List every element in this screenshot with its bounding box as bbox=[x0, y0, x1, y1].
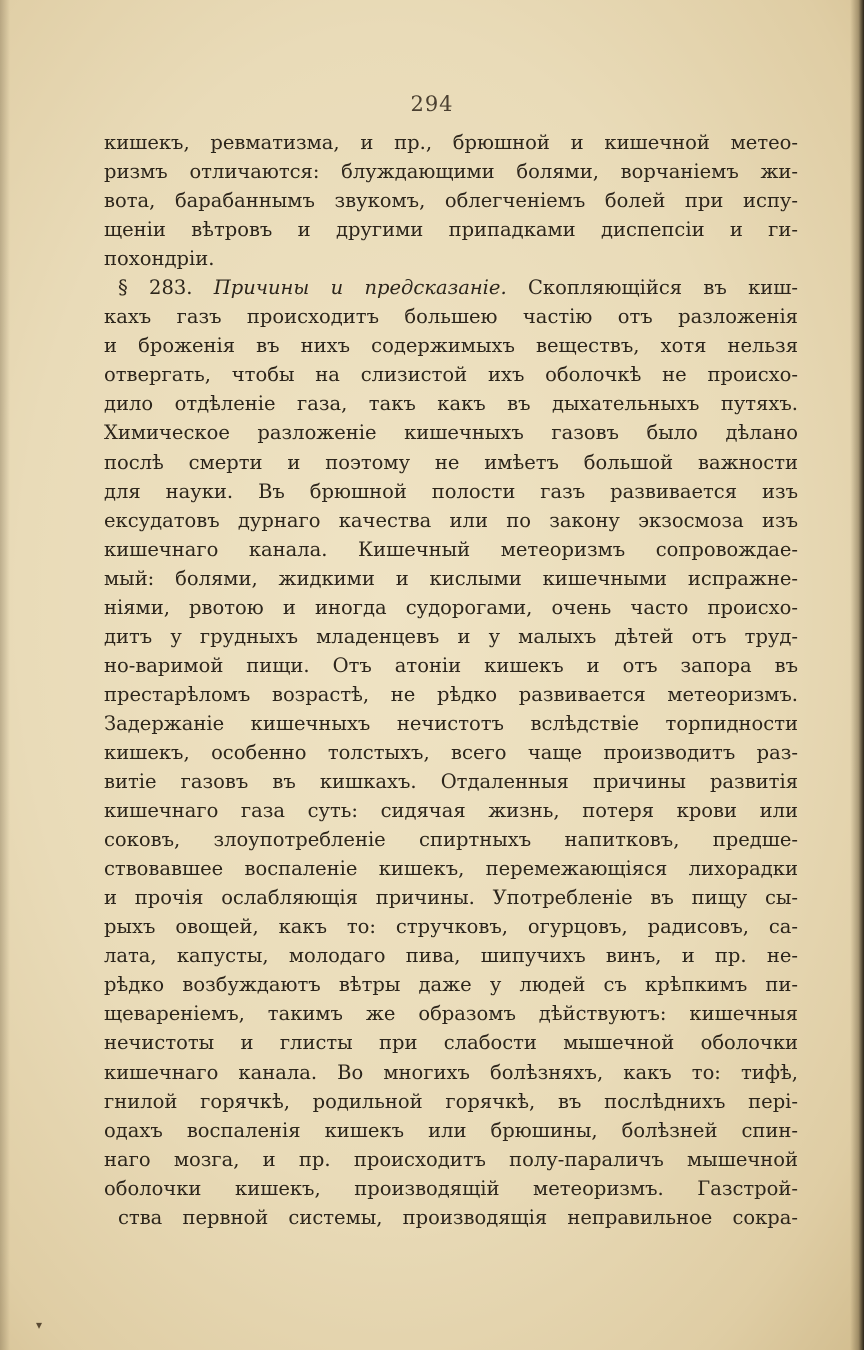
text-line: престарѣломъ возрастѣ, не рѣдко развивается метеоризмъ. bbox=[104, 682, 798, 706]
text-line: оболочки кишекъ, производящій метеоризмъ. Газстрой- bbox=[104, 1176, 798, 1200]
text-line: и броженія въ нихъ содержимыхъ веществъ, хотя нельзя bbox=[104, 334, 798, 358]
text-line: ризмъ отличаются: блуждающими болями, ворчаніемъ жи- bbox=[104, 160, 798, 184]
text-line: щевареніемъ, такимъ же образомъ дѣйствуютъ: кишечныя bbox=[104, 1002, 798, 1026]
text-line: ніями, рвотою и иногда судорогами, очень часто происхо- bbox=[104, 595, 798, 619]
paragraph-1 bbox=[104, 128, 798, 273]
text-line: вота, барабаннымъ звукомъ, облегченіемъ болей при испу- bbox=[104, 189, 798, 213]
text-line: кишекъ, особенно толстыхъ, всего чаще производитъ раз- bbox=[104, 740, 798, 764]
text-line: лата, капусты, молодаго пива, шипучихъ винъ, и пр. не- bbox=[104, 944, 798, 968]
text-line: дитъ у грудныхъ младенцевъ и у малыхъ дѣтей отъ труд- bbox=[104, 624, 798, 648]
text-line: ствовавшее воспаленіе кишекъ, перемежающіяся лихорадки bbox=[104, 857, 798, 881]
text-line: похондріи. bbox=[104, 247, 215, 271]
text-line: и прочія ослабляющія причины. Употребленіе въ пищу сы- bbox=[104, 886, 798, 910]
text-line: кишечнаго канала. Кишечный метеоризмъ сопровождае- bbox=[104, 537, 798, 561]
text-line: щеніи вѣтровъ и другими припадками диспепсіи и ги- bbox=[104, 218, 798, 242]
text-line: кахъ газъ происходитъ большею частію отъ разложенія bbox=[104, 305, 798, 329]
text-line: дило отдѣленіе газа, такъ какъ въ дыхательныхъ путяхъ. bbox=[104, 392, 798, 416]
text-line: нечистоты и глисты при слабости мышечной оболочки bbox=[104, 1031, 798, 1055]
paragraph-2 bbox=[104, 273, 798, 1232]
text-line: кишечнаго канала. Во многихъ болѣзняхъ, какъ то: тифѣ, bbox=[104, 1060, 798, 1084]
section-number: § 283. bbox=[118, 276, 193, 300]
text-line: Задержаніе кишечныхъ нечистотъ вслѣдствіе торпидности bbox=[104, 711, 798, 735]
text-line: ства первной системы, производящія неправильное сокра- bbox=[118, 1205, 798, 1229]
text-line: отвергать, чтобы на слизистой ихъ оболочкѣ не происхо- bbox=[104, 363, 798, 387]
text-line: для науки. Въ брюшной полости газъ развивается изъ bbox=[104, 479, 798, 503]
text-line: Химическое разложеніе кишечныхъ газовъ было дѣлано bbox=[104, 421, 798, 445]
text-line: рыхъ овощей, какъ то: стручковъ, огурцовъ, радисовъ, са- bbox=[104, 915, 798, 939]
text-line: но-варимой пищи. Отъ атоніи кишекъ и отъ запора въ bbox=[104, 653, 798, 677]
text-line: кишекъ, ревматизма, и пр., брюшной и кишечной метео- bbox=[104, 131, 798, 154]
section-first-line-rest: Скопляющійся въ киш- bbox=[527, 276, 798, 300]
text-line: витіе газовъ въ кишкахъ. Отдаленныя причины развитія bbox=[104, 770, 798, 794]
text-line: кишечнаго газа суть: сидячая жизнь, потеря крови или bbox=[104, 799, 798, 823]
section-title: Причины и предсказаніе. bbox=[213, 276, 507, 300]
text-line: рѣдко возбуждаютъ вѣтры даже у людей съ крѣпкимъ пи- bbox=[104, 973, 798, 997]
page-number: 294 bbox=[410, 92, 454, 116]
text-line: наго мозга, и пр. происходитъ полу-параличъ мышечной bbox=[104, 1147, 798, 1171]
text-line: гнилой горячкѣ, родильной горячкѣ, въ послѣднихъ пері- bbox=[104, 1089, 798, 1113]
page-left-shadow bbox=[0, 0, 10, 1350]
text-line: одахъ воспаленія кишекъ или брюшины, болѣзней спин- bbox=[104, 1118, 798, 1142]
text-line: соковъ, злоупотребленіе спиртныхъ напитковъ, предше- bbox=[104, 828, 798, 852]
page-speck-mark: ▾ bbox=[36, 1318, 43, 1332]
section-heading-line bbox=[104, 273, 798, 302]
text-line: ексудатовъ дурнаго качества или по закону экзосмоза изъ bbox=[104, 508, 798, 532]
page-body-text bbox=[104, 128, 798, 1232]
text-line: мый: болями, жидкими и кислыми кишечными испражне- bbox=[104, 566, 798, 590]
text-line: послѣ смерти и поэтому не имѣетъ большой важности bbox=[104, 450, 798, 474]
page-right-shadow bbox=[850, 0, 864, 1350]
